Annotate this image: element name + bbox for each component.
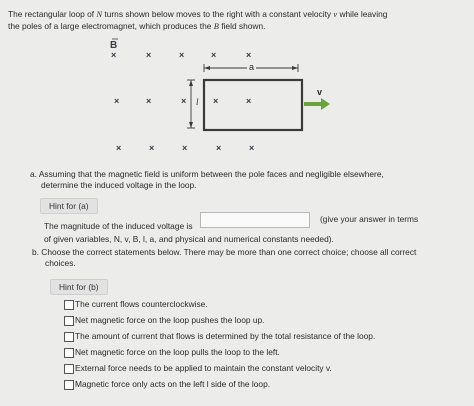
part-b-question-cont: choices. <box>45 258 76 268</box>
option-checkbox-4[interactable] <box>64 348 74 358</box>
intro-text: The rectangular loop of <box>8 9 97 19</box>
option-label-3: The amount of current that flows is determined by the total resistance of the loop. <box>75 331 376 341</box>
field-x-icon: × <box>216 143 222 153</box>
field-x-icon: × <box>181 96 187 106</box>
answer-instructions-cont: of given variables, N, v, B, l, a, and physical and numerical constants needed). <box>44 234 334 244</box>
var-v: v <box>333 10 338 19</box>
field-x-icon: × <box>179 50 185 60</box>
field-x-icon: × <box>249 143 255 153</box>
part-a-question-cont: determine the induced voltage in the loop. <box>41 180 197 190</box>
option-label-4: Net magnetic force on the loop pulls the loop to the left. <box>75 347 280 357</box>
option-checkbox-2[interactable] <box>64 316 74 326</box>
part-b-question: b. Choose the correct statements below. There may be more than one correct choice; choose all correct <box>32 247 417 257</box>
hint-a-button[interactable]: Hint for (a) <box>40 198 98 214</box>
field-x-icon: × <box>246 96 252 106</box>
magnetic-field-figure <box>100 36 340 164</box>
width-label-a: a <box>249 62 255 72</box>
var-B: B <box>213 21 219 31</box>
option-checkbox-3[interactable] <box>64 332 74 342</box>
field-x-icon: × <box>111 50 117 60</box>
velocity-label-v: v <box>317 87 323 97</box>
option-label-5: External force needs to be applied to maintain the constant velocity v. <box>75 363 332 373</box>
field-x-icon: × <box>114 96 120 106</box>
field-x-icon: × <box>146 50 152 60</box>
problem-intro <box>8 9 438 32</box>
option-checkbox-5[interactable] <box>64 364 74 374</box>
height-label-l: l <box>196 97 199 107</box>
option-checkbox-1[interactable] <box>64 300 74 310</box>
field-label-B: B <box>110 40 118 51</box>
field-x-icon: × <box>146 96 152 106</box>
option-label-6: Magnetic force only acts on the left l side of the loop. <box>75 379 271 389</box>
option-checkbox-6[interactable] <box>64 380 74 390</box>
field-x-icon: × <box>211 50 217 60</box>
field-x-icon: × <box>213 96 219 106</box>
option-label-1: The current flows counterclockwise. <box>75 299 208 309</box>
intro-text: turns shown below moves to the right with a constant velocity <box>102 9 334 19</box>
conducting-loop <box>204 80 302 130</box>
field-x-icon: × <box>149 143 155 153</box>
var-N: N <box>96 10 103 19</box>
field-x-icon: × <box>116 143 122 153</box>
induced-voltage-input[interactable] <box>200 212 310 228</box>
field-x-icon: × <box>246 50 252 60</box>
answer-prompt: The magnitude of the induced voltage is <box>44 221 193 231</box>
intro-text: the poles of a large electromagnet, which produces the <box>8 20 214 31</box>
option-label-2: Net magnetic force on the loop pushes the loop up. <box>75 315 265 325</box>
part-a-question: a. Assuming that the magnetic field is uniform between the pole faces and negligible elsewhere, <box>30 169 384 179</box>
answer-instructions: (give your answer in terms <box>320 214 419 224</box>
intro-text: while leaving <box>337 9 388 19</box>
intro-text: field shown. <box>218 20 266 31</box>
field-x-icon: × <box>182 143 188 153</box>
hint-b-button[interactable]: Hint for (b) <box>50 279 108 295</box>
